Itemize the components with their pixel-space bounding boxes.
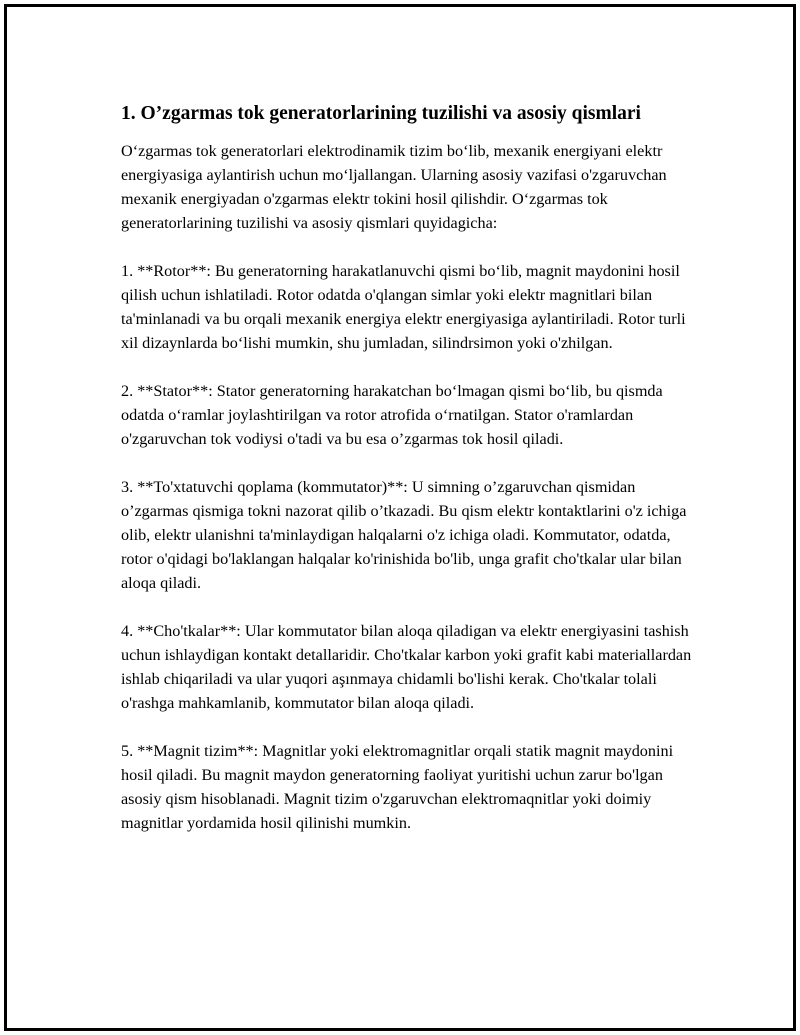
- magnet-system-paragraph: 5. **Magnit tizim**: Magnitlar yoki elektromagnitlar orqali statik magnit maydonini hosil qiladi. Bu magnit maydon generatorning faoliyat yuritishi uchun zarur bo'lgan asosiy qism hisoblanadi. Magnit tizim o'zgaruvchan elektromaqnitlar yoki doimiy magnitlar yordamida hosil qilinishi mumkin.: [121, 742, 674, 832]
- intro-paragraph: O‘zgarmas tok generatorlari elektrodinamik tizim bo‘lib, mexanik energiyani elektr energiyasiga aylantirish uchun mo‘ljallangan. Ularning asosiy vazifasi o'zgaruvchan mexanik energiyadan o'zgarmas elektr tokini hosil qilishdir. O‘zgarmas tok generatorlarining tuzilishi va asosiy qismlari quyidagicha:: [121, 142, 667, 232]
- document-body: [121, 100, 701, 835]
- commutator-paragraph: 3. **To'xtatuvchi qoplama (kommutator)**: U simning o’zgaruvchan qismidan o’zgarmas qismiga tokni nazorat qilib o’tkazadi. Bu qism elektr kontaktlarini o'z ichiga olib, elektr ulanishni ta'minlaydigan halqalarni o'z ichiga oladi. Kommutator, odatda, rotor o'qidagi bo'laklangan halqalar ko'rinishida bo'lib, unga grafit cho'tkalar ular bilan aloqa qiladi.: [121, 478, 687, 592]
- document-title: 1. O’zgarmas tok generatorlarining tuzilishi va asosiy qismlari: [121, 103, 641, 124]
- page-frame: [4, 4, 796, 1031]
- rotor-paragraph: 1. **Rotor**: Bu generatorning harakatlanuvchi qismi bo‘lib, magnit maydonini hosil qilish uchun ishlatiladi. Rotor odatda o'qlangan simlar yoki elektr magnitlari bilan ta'minlanadi va bu orqali mexanik energiya elektr energiyasiga aylantiriladi. Rotor turli xil dizaynlarda bo‘lishi mumkin, shu jumladan, silindrsimon yoki o'zhilgan.: [121, 262, 686, 352]
- brushes-paragraph: 4. **Cho'tkalar**: Ular kommutator bilan aloqa qiladigan va elektr energiyasini tashish uchun ishlaydigan kontakt detallaridir. Cho'tkalar karbon yoki grafit kabi materiallardan ishlab chiqariladi va ular yuqori aşınmaya chidamli bo'lishi kerak. Cho'tkalar tolali o'rashga mahkamlanib, kommutator bilan aloqa qiladi.: [121, 622, 692, 712]
- stator-paragraph: 2. **Stator**: Stator generatorning harakatchan bo‘lmagan qismi bo‘lib, bu qismda odatda o‘ramlar joylashtirilgan va rotor atrofida o‘rnatilgan. Stator o'ramlardan o'zgaruvchan tok vodiysi o'tadi va bu esa o’zgarmas tok hosil qiladi.: [121, 382, 663, 448]
